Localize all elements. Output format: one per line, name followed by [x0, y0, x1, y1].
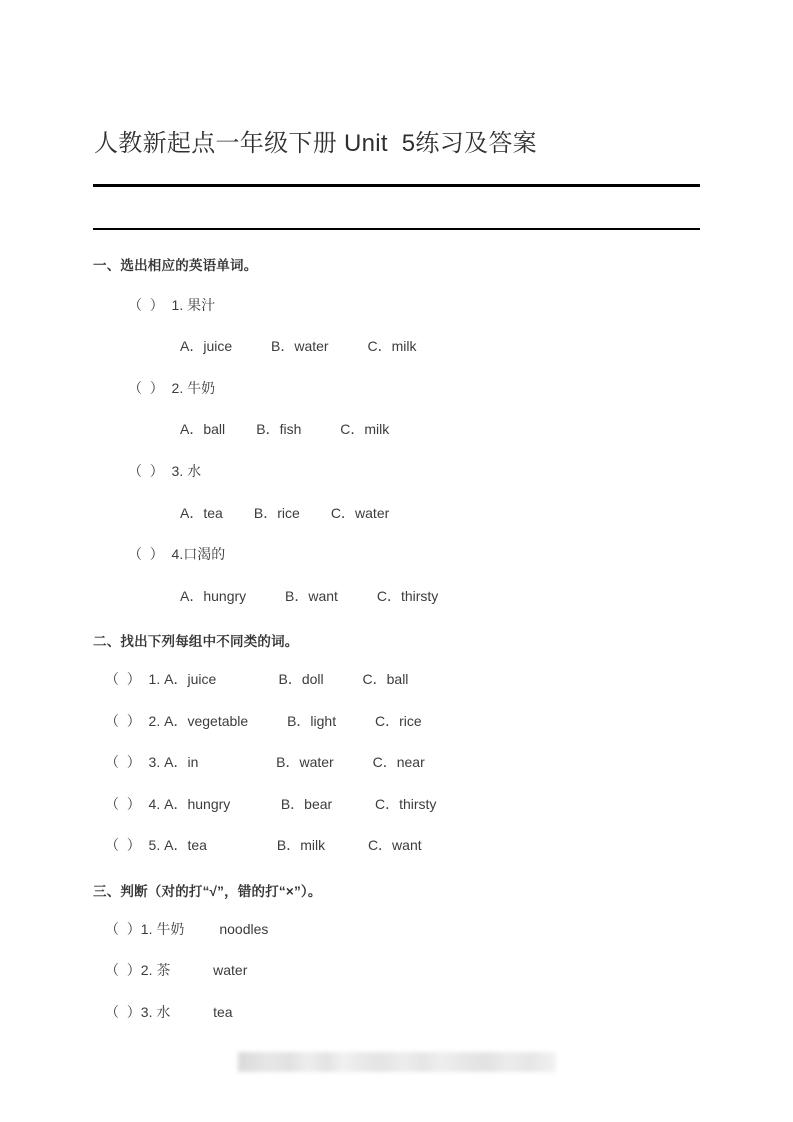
question-options: A．hungry B．want C．thirsty: [180, 588, 439, 604]
question-prompt: （ ）1. 牛奶 noodles: [105, 921, 269, 937]
question-prompt: （ ） 2. 牛奶: [128, 380, 216, 396]
question-prompt: （ ） 3. 水: [128, 463, 202, 479]
question-prompt: （ ） 1. A．juice B．doll C．ball: [105, 671, 409, 687]
question-options: A．tea B．rice C．water: [180, 505, 390, 521]
question-prompt: （ ） 2. A．vegetable B．light C．rice: [105, 713, 422, 729]
question-prompt: （ ）2. 茶 water: [105, 962, 248, 978]
redacted-footer-strip: [238, 1052, 556, 1072]
title-divider-bottom: [93, 228, 700, 230]
question-prompt: （ ） 5. A．tea B．milk C．want: [105, 837, 422, 853]
question-prompt: （ ） 3. A．in B．water C．near: [105, 754, 425, 770]
question-prompt: （ ）3. 水 tea: [105, 1004, 233, 1020]
title-divider-top: [93, 184, 700, 187]
question-prompt: （ ） 4.口渴的: [128, 546, 226, 562]
page-title: 人教新起点一年级下册 Unit 5练习及答案: [94, 130, 537, 157]
question-options: A．juice B．water C．milk: [180, 338, 417, 354]
question-options: A．ball B．fish C．milk: [180, 421, 390, 437]
section-heading-2: 二、找出下列每组中不同类的词。: [93, 634, 299, 649]
question-prompt: （ ） 4. A．hungry B．bear C．thirsty: [105, 796, 437, 812]
section-heading-3: 三、判断（对的打“√”，错的打“×”）。: [93, 884, 322, 899]
question-prompt: （ ） 1. 果汁: [128, 297, 216, 313]
section-heading-1: 一、选出相应的英语单词。: [93, 258, 258, 273]
